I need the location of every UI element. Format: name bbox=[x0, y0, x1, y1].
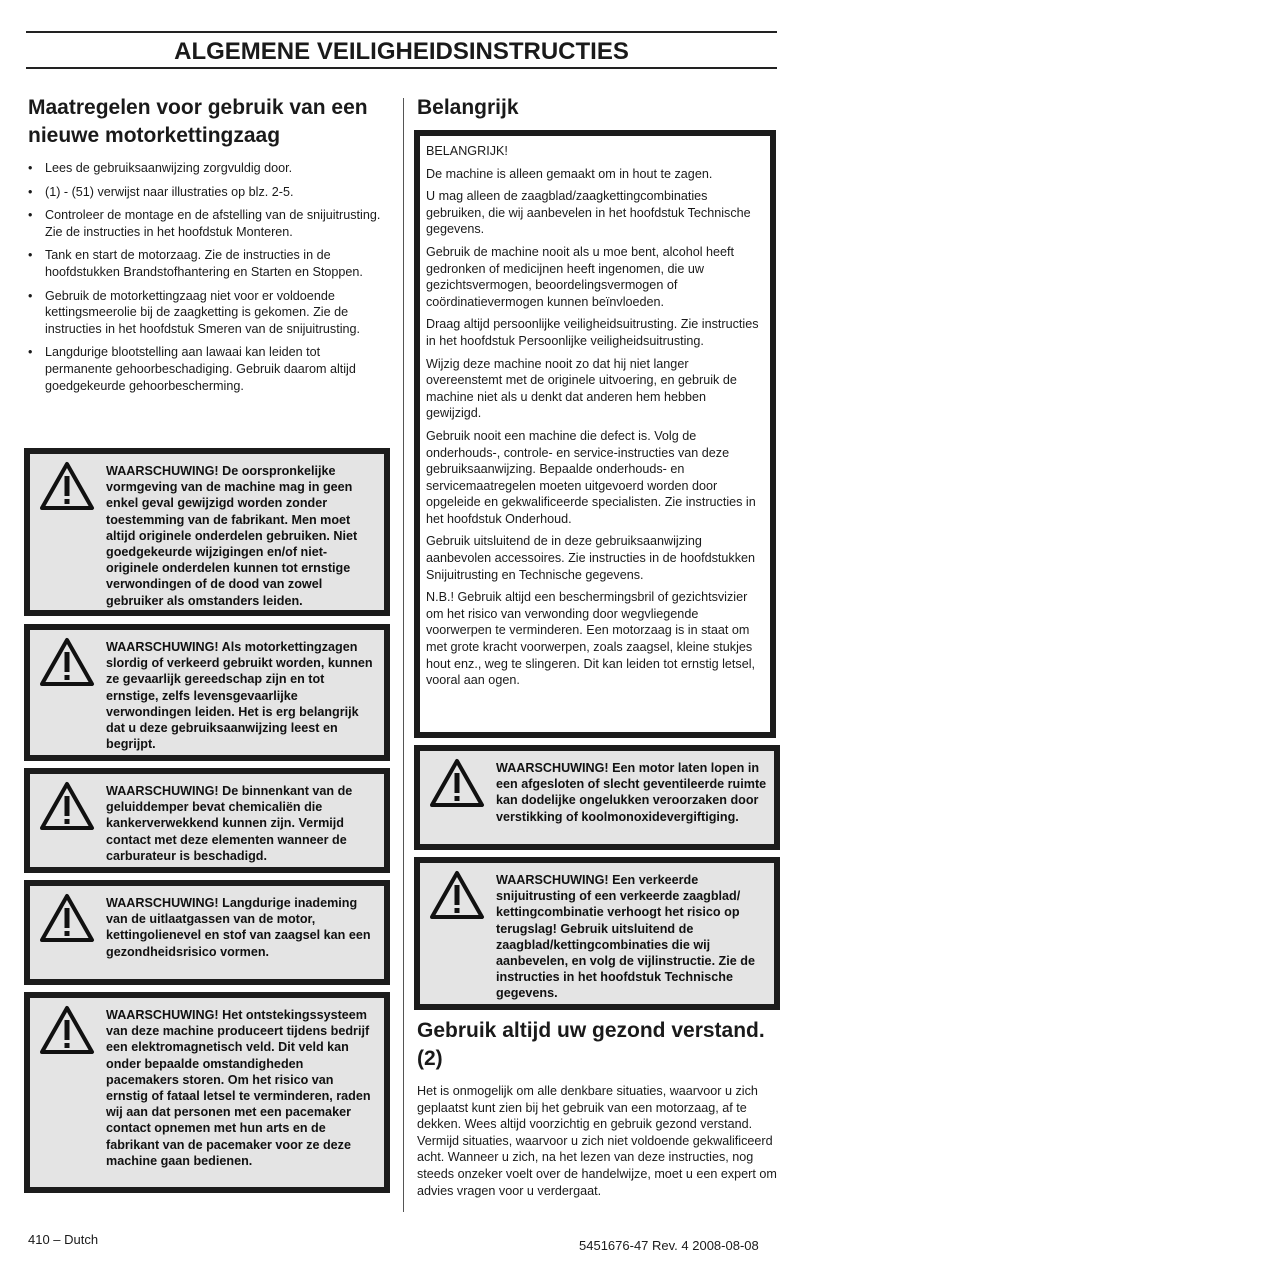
list-item: • Tank en start de motorzaag. Zie de instructies in de hoofdstukken Brandstofhantering en Starten en Stoppen. bbox=[28, 247, 384, 280]
important-paragraph: Wijzig deze machine nooit zo dat hij niet langer overeenstemt met de originele uitvoering, en gebruik de machine niet als u denkt dat anderen hem hebben gewijzigd. bbox=[426, 356, 737, 421]
list-item: • (1) - (51) verwijst naar illustraties op blz. 2-5. bbox=[28, 184, 384, 201]
warning-triangle-icon bbox=[39, 781, 95, 831]
warning-triangle-icon bbox=[39, 1005, 95, 1055]
common-sense-text: Het is onmogelijk om alle denkbare situaties, waarvoor u zich geplaatst kunt zien bij het gebruik van een motorzaag, af te dekken. Wees altijd voorzichtig en gebruik gezond verstand. Vermijd situaties, waarvoor u zich niet voldoende gekwalificeerd acht. Wanneer u zich, na het lezen van deze instructies, nog steeds onzeker voelt over de handelwijze, moet u een expert om advies vragen voor u verdergaat. bbox=[417, 1084, 777, 1198]
important-paragraph: U mag alleen de zaagblad/zaagkettingcombinaties gebruiken, die wij aanbevelen in het hoofdstuk Technische gegevens. bbox=[426, 189, 751, 237]
list-item: • Gebruik de motorkettingzaag niet voor er voldoende kettingsmeerolie bij de zaagketting is gekomen. Zie de instructies in het hoofdstuk Smeren van de snijuitrusting. bbox=[28, 288, 384, 338]
section-heading-common-sense: Gebruik altijd uw gezond verstand. (2) bbox=[417, 1019, 765, 1070]
left-column bbox=[28, 94, 384, 401]
instruction-list bbox=[28, 160, 384, 394]
warning-text: WAARSCHUWING! Als motorkettingzagen slordig of verkeerd gebruikt worden, kunnen ze gevaarlijk gereedschap zijn en tot ernstige, zelfs levensgevaarlijke verwondingen leiden. Het is erg belangrijk dat u deze gebruiksaanwijzing leest en begrijpt. bbox=[106, 640, 373, 752]
section-heading-important: Belangrijk bbox=[417, 96, 519, 119]
common-sense-section bbox=[417, 1017, 779, 1199]
warning-text: WAARSCHUWING! Het ontstekingssysteem van deze machine produceert tijdens bedrijf een elektromagnetisch veld. Dit veld kan onder bepaalde omstandigheden pacemakers storen. Om het risico van ernstig of fataal letsel te verminderen, raden wij aan dat personen met een pacemaker contact opnemen met hun arts en de fabrikant van de pacemaker voor ze deze machine gaan bedienen. bbox=[106, 1008, 371, 1168]
warning-triangle-icon bbox=[429, 870, 485, 920]
warning-text: WAARSCHUWING! Een verkeerde snijuitrusting of een verkeerde zaagblad/ kettingcombinatie verhoogt het risico op terugslag! Gebruik uitsluitend de zaagblad/kettingcombinaties die wij aanbevelen, en volg de vijlinstructie. Zie de instructies in het hoofdstuk Technische gegevens. bbox=[496, 873, 755, 1001]
document-reference: 5451676-47 Rev. 4 2008-08-08 bbox=[579, 1238, 759, 1253]
warning-text: WAARSCHUWING! De binnenkant van de geluiddemper bevat chemicaliën die kankerverwekkend kunnen zijn. Vermijd contact met deze elementen wanneer de carburateur is beschadigd. bbox=[106, 784, 353, 863]
warning-text: WAARSCHUWING! Langdurige inademing van de uitlaatgassen van de motor, kettingolienevel en stof van zaagsel kan een gezondheidsrisico vormen. bbox=[106, 896, 371, 959]
column-divider bbox=[403, 98, 404, 1212]
important-paragraph: De machine is alleen gemaakt om in hout te zagen. bbox=[426, 166, 713, 181]
warning-box bbox=[24, 768, 390, 873]
warning-text: WAARSCHUWING! De oorspronkelijke vormgeving van de machine mag in geen enkel geval gewijzigd worden zonder toestemming van de fabrikant. Men moet altijd originele onderdelen gebruiken. Niet goedgekeurde wijzigingen en/of niet-originele onderdelen kunnen tot ernstige verwondingen of de dood van zowel gebruiker als omstanders leiden. bbox=[106, 464, 358, 608]
important-paragraph: Gebruik nooit een machine die defect is. Volg de onderhouds-, controle- en service-instructies van deze gebruiksaanwijzing. Bepaalde onderhouds- en servicemaatregelen moeten uitgevoerd worden door opgeleide en gekwalificeerde specialisten. Zie instructies in het hoofdstuk Onderhoud. bbox=[426, 428, 756, 526]
warning-box bbox=[414, 745, 780, 850]
list-item: • Lees de gebruiksaanwijzing zorgvuldig door. bbox=[28, 160, 384, 177]
warning-box bbox=[24, 992, 390, 1193]
important-box bbox=[414, 130, 776, 738]
warning-triangle-icon bbox=[39, 893, 95, 943]
section-heading-new-chainsaw: Maatregelen voor gebruik van een nieuwe motorkettingzaag bbox=[28, 96, 368, 147]
warning-box bbox=[24, 624, 390, 761]
page-title: ALGEMENE VEILIGHEIDSINSTRUCTIES bbox=[26, 31, 777, 69]
warning-triangle-icon bbox=[39, 461, 95, 511]
warning-box bbox=[414, 857, 780, 1010]
warning-triangle-icon bbox=[429, 758, 485, 808]
important-paragraph: Draag altijd persoonlijke veiligheidsuitrusting. Zie instructies in het hoofdstuk Persoonlijke veiligheidsuitrusting. bbox=[426, 317, 759, 348]
warning-text: WAARSCHUWING! Een motor laten lopen in een afgesloten of slecht geventileerde ruimte kan dodelijke ongelukken veroorzaken door verstikking of koolmonoxidevergiftiging. bbox=[496, 761, 767, 824]
important-paragraph: Gebruik uitsluitend de in deze gebruiksaanwijzing aanbevolen accessoires. Zie instructies in de hoofdstukken Snijuitrusting en Technische gegevens. bbox=[426, 534, 756, 582]
list-item: • Controleer de montage en de afstelling van de snijuitrusting. Zie de instructies in het hoofdstuk Monteren. bbox=[28, 207, 384, 240]
warning-triangle-icon bbox=[39, 637, 95, 687]
list-item: • Langdurige blootstelling aan lawaai kan leiden tot permanente gehoorbeschadiging. Gebruik daarom altijd goedgekeurde gehoorbescherming. bbox=[28, 344, 384, 394]
warning-box bbox=[24, 448, 390, 616]
important-paragraph: Gebruik de machine nooit als u moe bent, alcohol heeft gedronken of medicijnen heeft ingenomen, die uw gezichtsvermogen, beoordelingsvermogen of coördinatievermogen kunnen beïnvloeden. bbox=[426, 244, 735, 309]
page-number: 410 – Dutch bbox=[28, 1232, 99, 1247]
right-column bbox=[417, 94, 779, 122]
important-paragraph: N.B.! Gebruik altijd een beschermingsbril of gezichtsvizier om het risico van verwonding door wegvliegende voorwerpen te verminderen. Een motorzaag is in staat om met grote kracht voorwerpen, zoals zaagsel, kleine stukjes hout enz., weg te slingeren. Dit kan leiden tot ernstig letsel, vooral aan ogen. bbox=[426, 590, 756, 688]
important-paragraph: BELANGRIJK! bbox=[426, 144, 508, 158]
warning-box bbox=[24, 880, 390, 985]
